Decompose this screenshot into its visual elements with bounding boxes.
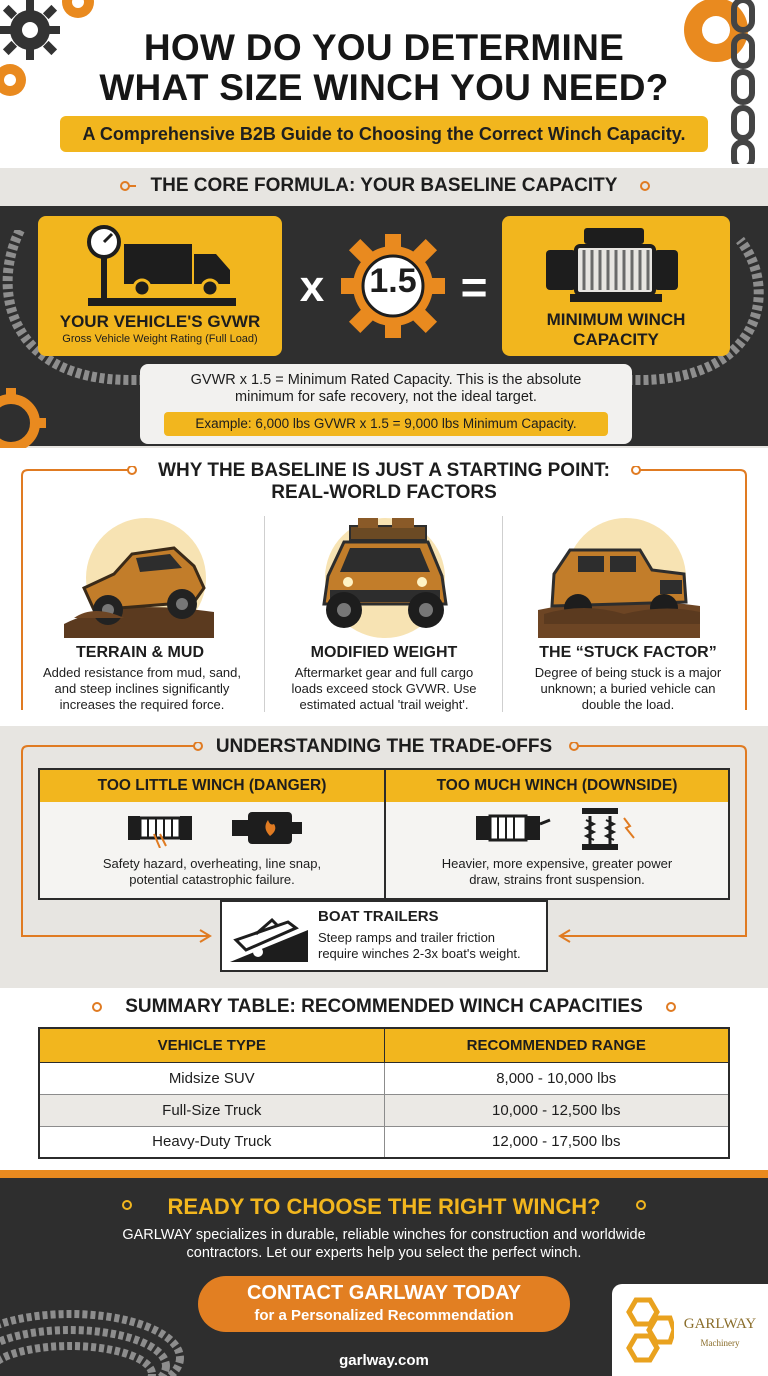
table-row [39, 1062, 729, 1094]
desc-line: Added resistance from mud, sand, [43, 665, 241, 680]
contact-button-sublabel[interactable]: for a Personalized Recommendation [254, 1307, 514, 1324]
heading-dot [666, 1002, 676, 1012]
factor-title-terrain: TERRAIN & MUD [76, 644, 204, 661]
factor-title-stuck: THE “STUCK FACTOR” [539, 644, 717, 661]
title-line-2: WHAT SIZE WINCH YOU NEED? [99, 67, 669, 108]
gvwr-subtext: Gross Vehicle Weight Rating (Full Load) [62, 333, 258, 345]
page-title [60, 28, 708, 108]
title-line-1: HOW DO YOU DETERMINE [143, 27, 625, 68]
boat-trailer-icon [228, 906, 310, 964]
too-little-desc [40, 856, 384, 888]
heading-dot [120, 181, 130, 191]
cta-divider [0, 1170, 768, 1178]
note-line-1: GVWR x 1.5 = Minimum Rated Capacity. This is the absolute [190, 372, 582, 388]
too-much-desc [386, 856, 728, 888]
suspension-icon [578, 804, 642, 852]
cta-title: READY TO CHOOSE THE RIGHT WINCH? [167, 1194, 601, 1219]
cta-description [70, 1226, 698, 1262]
factor-title-weight: MODIFIED WEIGHT [310, 644, 458, 661]
factor-desc-stuck [508, 665, 748, 713]
formula-heading: THE CORE FORMULA: YOUR BASELINE CAPACITY [150, 175, 618, 196]
column-header: VEHICLE TYPE [39, 1028, 384, 1062]
factor-desc-weight [268, 665, 500, 713]
wire-rope-icon [0, 1248, 210, 1376]
note-line-2: minimum for safe recovery, not the ideal target. [235, 389, 537, 405]
desc-line: increases the required force. [59, 697, 225, 712]
desc-line: double the load. [581, 697, 675, 712]
result-line-2: CAPACITY [573, 330, 659, 349]
desc-line: Steep ramps and trailer friction [318, 930, 496, 945]
logo-name: GARLWAY [683, 1316, 757, 1332]
scale-truck-icon [84, 224, 240, 310]
divider [502, 516, 503, 712]
desc-line: contractors. Let our experts help you select the perfect winch. [186, 1245, 582, 1261]
formula-note [150, 372, 622, 406]
table-cell: Full-Size Truck [39, 1094, 384, 1126]
stuck-jeep-icon [534, 514, 704, 638]
desc-line: Aftermarket gear and full cargo [294, 665, 474, 680]
minimum-capacity-label [502, 310, 730, 350]
factors-heading [140, 460, 628, 504]
factors-heading-line-2: REAL-WORLD FACTORS [271, 482, 497, 503]
website-link[interactable]: garlway.com [339, 1352, 429, 1369]
hexagon-logo-icon [620, 1296, 674, 1366]
offroad-vehicle-icon [300, 514, 470, 638]
summary-table [38, 1027, 730, 1159]
multiplier-value: 1.5 [369, 262, 417, 300]
table-cell: Midsize SUV [39, 1062, 384, 1094]
multiply-sign: x [299, 262, 325, 311]
desc-line: draw, strains front suspension. [469, 872, 645, 887]
desc-line: Safety hazard, overheating, line snap, [102, 856, 322, 871]
column-header: RECOMMENDED RANGE [384, 1028, 729, 1062]
summary-heading: SUMMARY TABLE: RECOMMENDED WINCH CAPACITIES [125, 996, 643, 1017]
too-little-title: TOO LITTLE WINCH (DANGER) [40, 770, 384, 802]
tradeoffs-heading: UNDERSTANDING THE TRADE-OFFS [215, 736, 553, 757]
heading-dot [640, 181, 650, 191]
boat-trailers-title: BOAT TRAILERS [318, 908, 439, 925]
too-much-title: TOO MUCH WINCH (DOWNSIDE) [386, 770, 728, 802]
formula-example: Example: 6,000 lbs GVWR x 1.5 = 9,000 lbs Minimum Capacity. [164, 412, 608, 436]
table-header-row [39, 1028, 729, 1062]
desc-line: loads exceed stock GVWR. Use [291, 681, 477, 696]
desc-line: Heavier, more expensive, greater power [441, 856, 673, 871]
winch-icon [540, 224, 692, 306]
factor-desc-terrain [26, 665, 258, 713]
table-row [39, 1094, 729, 1126]
overheating-motor-icon [228, 806, 304, 850]
logo-subtitle: Machinery [700, 1338, 740, 1348]
desc-line: Degree of being stuck is a major [534, 665, 722, 680]
subtitle-banner: A Comprehensive B2B Guide to Choosing the Correct Winch Capacity. [60, 116, 708, 152]
desc-line: require winches 2-3x boat's weight. [318, 946, 521, 961]
gvwr-label: YOUR VEHICLE'S GVWR [59, 312, 261, 331]
factors-heading-line-1: WHY THE BASELINE IS JUST A STARTING POINT: [158, 460, 610, 481]
result-line-1: MINIMUM WINCH [546, 310, 686, 329]
contact-button-label[interactable]: CONTACT GARLWAY TODAY [246, 1282, 522, 1304]
boat-trailers-desc [318, 930, 546, 962]
mud-truck-icon [54, 514, 224, 638]
desc-line: potential catastrophic failure. [129, 872, 295, 887]
divider [264, 516, 265, 712]
table-cell: 10,000 - 12,500 lbs [384, 1094, 729, 1126]
snapped-cable-icon [126, 808, 196, 848]
table-cell: Heavy-Duty Truck [39, 1126, 384, 1158]
desc-line: and steep inclines significantly [54, 681, 230, 696]
heavy-winch-icon [474, 808, 552, 848]
table-cell: 12,000 - 17,500 lbs [384, 1126, 729, 1158]
desc-line: unknown; a buried vehicle can [540, 681, 716, 696]
equals-sign: = [460, 261, 488, 313]
table-cell: 8,000 - 10,000 lbs [384, 1062, 729, 1094]
desc-line: GARLWAY specializes in durable, reliable winches for construction and worldwide [122, 1227, 646, 1243]
desc-line: estimated actual 'trail weight'. [299, 697, 469, 712]
table-row [39, 1126, 729, 1158]
heading-dot [92, 1002, 102, 1012]
